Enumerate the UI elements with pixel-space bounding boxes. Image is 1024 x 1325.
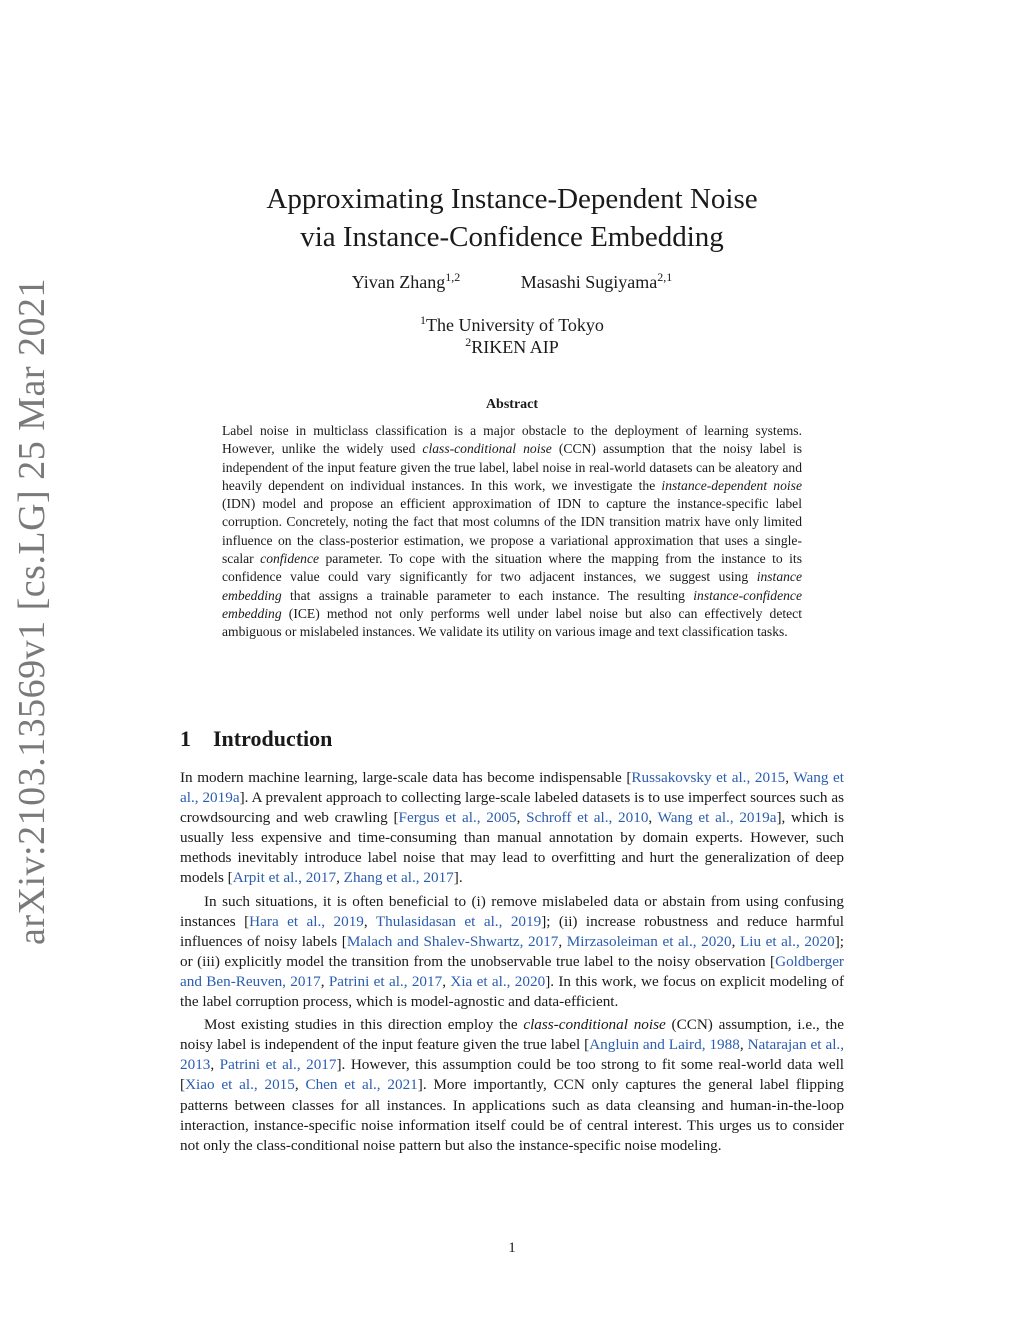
section-title: Introduction [213,726,333,751]
text-run: ]; or (iii) explicitly model the transition from the unobservable true label to the noisy observation [ [180,932,844,970]
affil-mark: 1 [420,313,427,327]
citation-link[interactable]: Xiao et al., 2015 [185,1076,295,1094]
abstract-emphasis: confidence [260,551,320,567]
author-list [0,272,1024,293]
citation-link[interactable]: Russakovsky et al., 2015 [631,769,786,786]
author-1 [352,272,460,293]
citation-link[interactable]: Thulasidasan et al., 2019 [375,912,542,930]
text-run: , [363,912,376,930]
affiliation-1 [0,314,1024,336]
abstract-heading: Abstract [485,397,539,412]
affiliation-2 [0,336,1024,358]
abstract-body [222,422,802,642]
citation-link[interactable]: Goldberger and Ben-Reuven, 2017 [180,952,844,990]
text-run: , [558,932,567,950]
text-run: , [739,1036,748,1054]
title-line-2: via Instance-Confidence Embedding [300,221,724,253]
citation-link[interactable]: Wang et al., 2019a [180,769,844,807]
text-run: , [294,1076,306,1094]
text-run: , [516,809,527,827]
text-run: In such situations, it is often beneficial to (i) remove mislabeled data or abstain from using confusing instances [ [180,892,844,930]
citation-link[interactable]: Natarajan et al., 2013 [180,1036,845,1074]
abstract-text: Label noise in multiclass classification is a major obstacle to the deployment of learning systems. However, unlike the widely used [222,423,802,457]
text-run: ]. More importantly, CCN only captures the general label flipping patterns between classes for all instances. In applications such as data cleansing and human-in-the-loop interaction, instance-specific noise information itself could be of central interest. This urges us to consider not only the class-conditional noise pattern but also the instance-specific noise modeling. [180,1076,845,1154]
affil-name: RIKEN AIP [471,337,559,357]
text-run: , [648,809,658,827]
abstract-text: (ICE) method not only performs well under label noise but also can effectively detect ambiguous or mislabeled instances. We validate its utility on various image and text classification tasks. [222,605,802,640]
author-name: Masashi Sugiyama [520,272,658,292]
text-run: In modern machine learning, large-scale data has become indispensable [ [180,769,632,786]
text-run: , [320,972,329,990]
abstract-emphasis: class-conditional noise [422,441,552,457]
citation-link[interactable]: Chen et al., 2021 [305,1076,418,1094]
body-text [180,768,844,1156]
section-number: 1 [180,726,191,751]
affil-name: The University of Tokyo [426,315,604,335]
citation-link[interactable]: Arpit et al., 2017 [232,869,337,887]
affiliations [0,314,1024,358]
abstract-emphasis: instance-dependent noise [661,477,802,493]
text-run: ]. A prevalent approach to collecting large-scale labeled datasets is to use imperfect sources such as crowdsourcing and web crawling [ [180,789,844,827]
paragraph-3 [180,1015,844,1156]
citation-link[interactable]: Xia et al., 2020 [450,972,546,990]
text-run: , [785,769,794,786]
abstract-text: that assigns a trainable parameter to each instance. The resulting [281,587,694,603]
citation-link[interactable]: Zhang et al., 2017 [343,869,454,887]
citation-link[interactable]: Patrini et al., 2017 [328,972,443,990]
paragraph-2 [180,892,844,1013]
page-number: 1 [508,1240,516,1256]
affil-mark: 2 [465,335,472,349]
citation-link[interactable]: Mirzasoleiman et al., 2020 [566,932,732,950]
citation-link[interactable]: Schroff et al., 2010 [526,809,649,827]
citation-link[interactable]: Liu et al., 2020 [739,932,835,950]
text-run: , [731,932,740,950]
text-run: , [336,869,344,887]
abstract-emphasis: instance-confidence embedding [222,587,802,621]
author-2 [521,272,673,293]
paragraph-1 [180,768,844,889]
section-heading [180,726,332,752]
text-run: ], which is usually less expensive and time-consuming than manual annotation by domain experts. However, such methods inevitably introduce label noise that may lead to overfitting and hurt the generalization of deep models [ [180,809,844,887]
author-name: Yivan Zhang [351,272,446,292]
emphasis: class-conditional noise [523,1016,666,1034]
citation-link[interactable]: Angluin and Laird, 1988 [589,1036,740,1054]
paper-title [0,180,1024,256]
citation-link[interactable]: Patrini et al., 2017 [219,1056,337,1074]
text-run: ]. [453,869,463,887]
author-affil-mark: 2,1 [657,270,673,284]
abstract-text: (CCN) assumption that the noisy label is independent of the input feature given the true label, label noise in real-world datasets can be aleatory and heavily dependent on individual instances. In this work, we investigate the [222,441,803,493]
citation-link[interactable]: Malach and Shalev-Shwartz, 2017 [346,932,559,950]
text-run: ]. However, this assumption could be too strong to fit some real-world data well [ [180,1056,845,1094]
text-run: , [210,1056,220,1074]
author-affil-mark: 1,2 [445,270,461,284]
citation-link[interactable]: Hara et al., 2019 [249,912,364,930]
text-run: , [442,972,451,990]
text-run: Most existing studies in this direction employ the [204,1016,524,1034]
abstract-emphasis: instance embedding [222,569,802,603]
citation-link[interactable]: Wang et al., 2019a [657,809,777,827]
title-line-1: Approximating Instance-Dependent Noise [266,183,758,215]
abstract-text: (IDN) model and propose an efficient approximation of IDN to capture the instance-specific label corruption. Concretely, noting the fact that most columns of the IDN transition matrix have only limited influence on the class-posterior estimation, we propose a variational approximation that uses a single-scalar [222,496,802,567]
text-run: ]; (ii) increase robustness and reduce harmful influences of noisy labels [ [180,912,844,950]
abstract-text: parameter. To cope with the situation where the mapping from the instance to its confidence value could vary significantly for two adjacent instances, we suggest using [222,551,802,585]
arxiv-identifier: arXiv:2103.13569v1 [cs.LG] 25 Mar 2021 [11,277,53,945]
text-run: ]. In this work, we focus on explicit modeling of the label corruption process, which is model-agnostic and data-efficient. [180,972,845,1011]
citation-link[interactable]: Fergus et al., 2005 [398,809,517,827]
text-run: (CCN) assumption, i.e., the noisy label is independent of the input feature given the true label [ [180,1016,844,1054]
